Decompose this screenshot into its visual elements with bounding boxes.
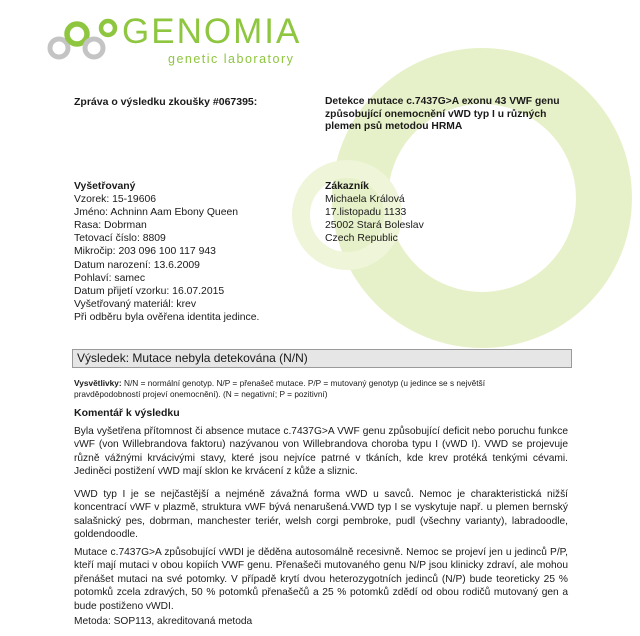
subject-name: Jméno: Achninn Aam Ebony Queen	[74, 207, 239, 219]
comment-paragraph: Byla vyšetřena přítomnost či absence mutace c.7437G>A VWF genu způsobující deficit nebo poruchu funkce vWF (von Willebrandova faktoru) nazývanou von Willebrandova choroba typu I (vWD I). VWD se projevuje různě vážnými krvácivými stavy, které jsou nejvíce patrné v tkáních, kde krev protéká tenkými cévami. Jediněci postižení vWD mají sklon ke krvácení z kůže a sliznic.	[74, 426, 568, 478]
subject-tattoo: Tetovací číslo: 8809	[74, 233, 166, 245]
subject-sex: Pohlaví: samec	[74, 272, 146, 284]
subject-microchip: Mikročip: 203 096 100 117 943	[74, 246, 216, 258]
result-text: Výsledek: Mutace nebyla detekována (N/N)	[77, 351, 308, 365]
subject-heading: Vyšetřovaný	[74, 181, 136, 192]
subject-section	[74, 180, 259, 324]
subject-sample: Vzorek: 15-19606	[74, 194, 157, 206]
customer-street: 17.listopadu 1133	[325, 207, 407, 219]
test-title: Detekce mutace c.7437G>A exonu 43 VWF genu způsobující onemocnění vWD typ I u různých plemen psů metodou HRMA	[325, 96, 560, 132]
logo-circles-icon	[46, 14, 120, 64]
customer-heading: Zákazník	[325, 181, 369, 192]
subject-birthdate: Datum narození: 13.6.2009	[74, 259, 200, 271]
subject-received-date: Datum přijetí vzorku: 16.07.2015	[74, 285, 225, 297]
legend-label: Vysvětlivky:	[74, 378, 122, 388]
logo-tagline: genetic laboratory	[168, 52, 295, 66]
customer-country: Czech Republic	[325, 233, 398, 245]
comment-paragraph: VWD typ I je se nejčastější a nejméně závažná forma vWD u savců. Nemoc je charakteristická nižší koncentrací vWF v plazmě, struktura vWF bývá nenarušená.VWD typ I se vyskytuje např. u plemen bernský salašnický pes, dobrman, manchester teriér, welsh corgi pembroke, pudl (všechny varianty), labradoodle, goldendoodle.	[74, 489, 568, 541]
customer-name: Michaela Králová	[325, 194, 405, 206]
logo-name: GENOMIA	[122, 12, 302, 51]
comment-paragraph: Mutace c.7437G>A způsobující vWDI je děděna autosomálně recesivně. Nemoc se projeví jen u jedinců P/P, kteří mají mutaci v obou kopiích VWF genu. Přenašeči mutovaného genu N/P jsou klinicky zdraví, ale mohou přenášet mutaci na své potomky. V případě krytí dvou heterozygotních jedinců (N/P) bude teoreticky 25 % potomků zcela zdravých, 50 % potomků přenašečů a 25 % potomků zdědí od obou rodičů mutovaný gen a bude postiženo vWDI.	[74, 547, 568, 612]
comment-heading: Komentář k výsledku	[74, 407, 180, 419]
legend	[74, 378, 544, 400]
method-note: Metoda: SOP113, akreditovaná metoda	[74, 616, 253, 627]
customer-city: 25002 Stará Boleslav	[325, 220, 424, 232]
report-title: Zpráva o výsledku zkoušky #067395:	[74, 96, 258, 108]
customer-section	[325, 180, 424, 245]
subject-breed: Rasa: Dobrman	[74, 220, 147, 232]
legend-text: N/N = normální genotyp. N/P = přenašeč mutace. P/P = mutovaný genotyp (u jedince se s největší pravděpodobností projeví onemocnění). (N = negativní; P = pozitivní)	[74, 378, 486, 399]
subject-material: Vyšetřovaný materiál: krev	[74, 298, 197, 310]
subject-identity-note: Při odběru byla ověřena identita jedince.	[74, 311, 260, 323]
result-box	[72, 349, 572, 368]
